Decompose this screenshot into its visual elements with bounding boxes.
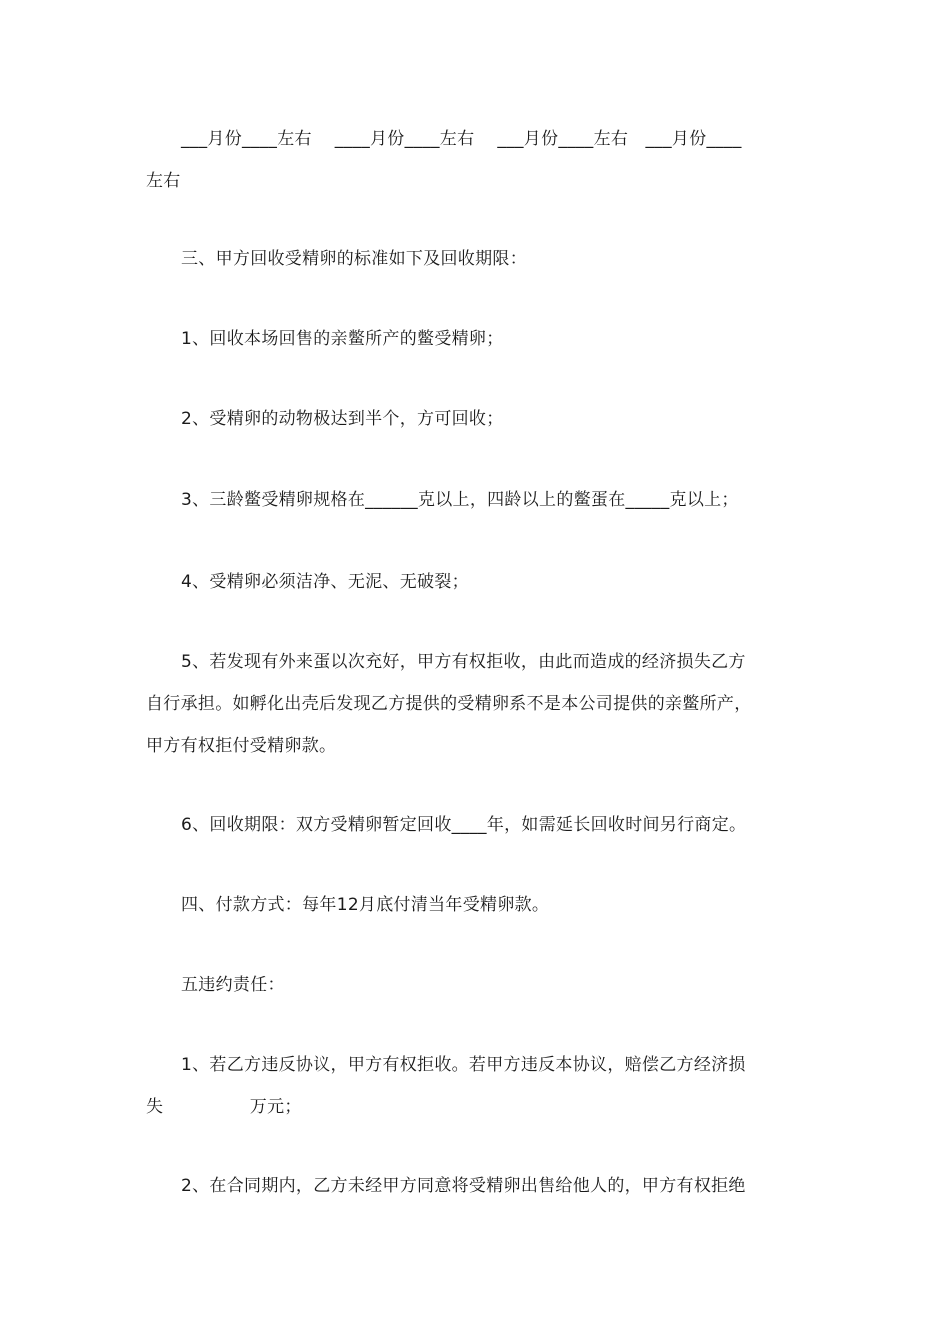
clause-5-2-line1: 2、在合同期内，乙方未经甲方同意将受精卵出售给他人的，甲方有权拒绝	[181, 1176, 746, 1196]
clause-3-5-line2: 自行承担。如孵化出壳后发现乙方提供的受精卵系不是本公司提供的亲鳖所产，	[146, 694, 752, 714]
section-3-heading: 三、甲方回收受精卵的标准如下及回收期限：	[181, 249, 527, 269]
clause-3-6: 6、回收期限：双方受精卵暂定回收____年，如需延长回收时间另行商定。	[181, 815, 747, 835]
clause-3-4: 4、受精卵必须洁净、无泥、无破裂；	[181, 572, 469, 592]
clause-3-1: 1、回收本场回售的亲鳖所产的鳖受精卵；	[181, 329, 504, 349]
clause-3-5-line3: 甲方有权拒付受精卵款。	[146, 736, 337, 756]
doc-line-months: ___月份____左右 ____月份____左右 ___月份____左右 ___月份____	[181, 129, 742, 149]
clause-3-2: 2、受精卵的动物极达到半个，方可回收；	[181, 409, 504, 429]
clause-5-1-line2: 失 万元；	[146, 1097, 302, 1117]
clause-3-3: 3、三龄鳖受精卵规格在______克以上，四龄以上的鳖蛋在_____克以上；	[181, 490, 739, 510]
doc-line-months-cont: 左右	[146, 171, 181, 191]
section-5-heading: 五违约责任：	[181, 975, 285, 995]
clause-3-5-line1: 5、若发现有外来蛋以次充好，甲方有权拒收，由此而造成的经济损失乙方	[181, 652, 746, 672]
section-4-payment: 四、付款方式：每年12月底付清当年受精卵款。	[181, 895, 550, 915]
clause-5-1-line1: 1、若乙方违反协议，甲方有权拒收。若甲方违反本协议，赔偿乙方经济损	[181, 1055, 746, 1075]
